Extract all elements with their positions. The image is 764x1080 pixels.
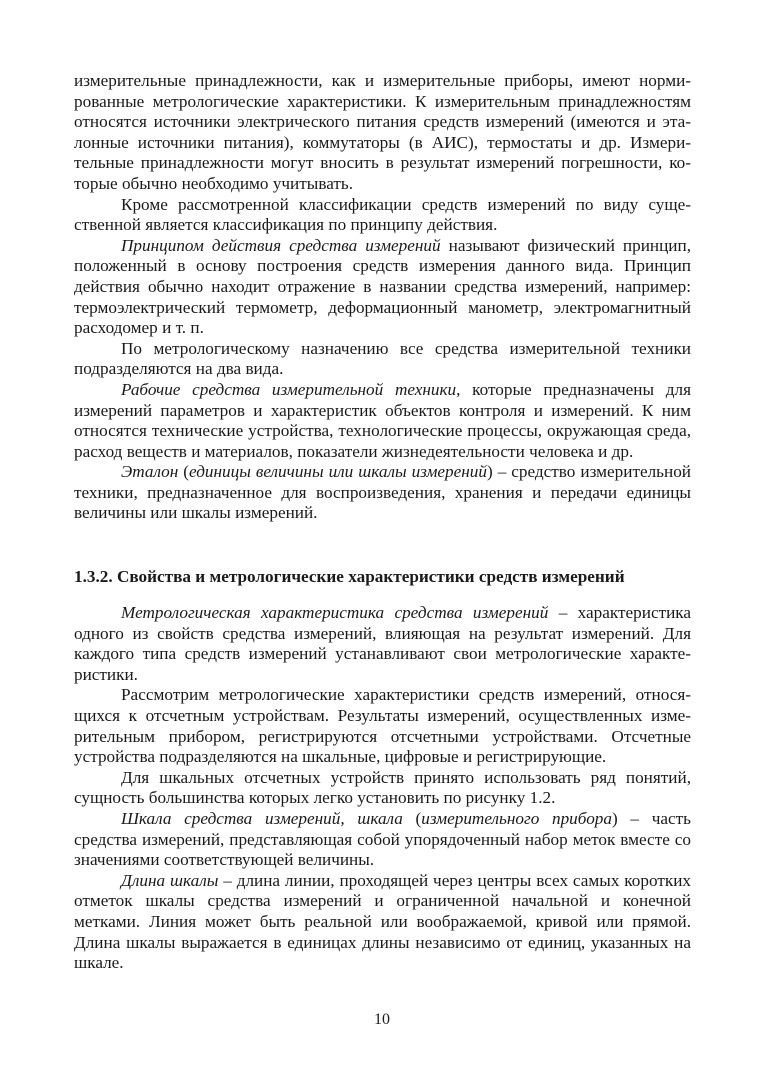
term-standard-qualifier: единицы величины или шкалы измерений (189, 462, 487, 482)
paragraph-metrological-purpose: По метрологическому назначению все средства измерительной техники подразделяются на два вида. (74, 338, 691, 379)
paragraph-measuring-accessories: измерительные принадлежности, как и измерительные приборы, имеют нормированные метрологические характеристики. К измерительным принадлежностям относятся источники электрического питания средств измерений (имеются и эталонные источники питания), коммутаторы (в АИС), термостаты и др. Измерительные принадлежности могут вносить в результат измерений погрешности, которые обычно необходимо учитывать. (74, 71, 691, 193)
section-heading: 1.3.2. Свойства и метрологические характеристики средств измерений (74, 567, 625, 586)
paragraph-scale-definition: Шкала средства измерений, шкала (измерительного прибора) – часть средства измерений, представляющая собой упорядоченный набор меток вместе со значениями соответствующей величины. (74, 808, 691, 870)
term-scale: Шкала средства измерений, шкала (121, 808, 403, 828)
term-metrological-characteristic: Метрологическая характеристика средства измерений (121, 603, 549, 622)
page-number: 10 (374, 1011, 390, 1028)
body-text-after-heading (74, 603, 691, 974)
paragraph-working-instruments: Рабочие средства измерительной техники, которые предназначены для измерений параметров и характеристик объектов контроля и измерений. К ним относятся технические устройства, технологические процессы, окружающая среда, расход веществ и материалов, показатели жизнедеятельности человека и др. (74, 379, 691, 461)
term-measuring-instrument: измерительного прибора (421, 808, 612, 828)
paragraph-reading-devices: Рассмотрим метрологические характеристики средств измерений, относящихся к отсчетным устройствам. Результаты измерений, осуществленных измерительным прибором, регистрируются отсчетными устройствами. Отсчетные устройства подразделяются на шкальные, цифровые и регистрирующие. (74, 685, 691, 767)
body-text-before-heading (74, 71, 691, 524)
term-operating-principle: Принципом действия средства измерений (121, 235, 441, 255)
paragraph-classification-principle: Кроме рассмотренной классификации средств измерений по виду существенной является классификация по принципу действия. (74, 194, 691, 235)
term-scale-length: Длина шкалы (121, 870, 219, 890)
paragraph-scale-devices: Для шкальных отсчетных устройств принято использовать ряд понятий, сущность большинства которых легко установить по рисунку 1.2. (74, 767, 691, 808)
paragraph-standard: Эталон (единицы величины или шкалы измерений) – средство измерительной техники, предназначенное для воспроизведения, хранения и передачи единицы величины или шкалы измерений. (74, 462, 691, 523)
paragraph-operating-principle: Принципом действия средства измерений называют физический принцип, положенный в основу построения средств измерения данного вида. Принцип действия обычно находит отражение в названии средства измерений, например: термоэлектрический термометр, деформационный манометр, электромагнитный расходомер и т. п. (74, 235, 691, 338)
paragraph-scale-length: Длина шкалы – длина линии, проходящей через центры всех самых коротких отметок шкалы средства измерений и ограниченной начальной и конечной метками. Линия может быть реальной или воображаемой, кривой или прямой. Длина шкалы выражается в единицах длины независимо от единиц, указанных на шкале. (74, 870, 691, 973)
paragraph-metrological-characteristic: Метрологическая характеристика средства измерений – характеристика одного из свойств средства измерений, влияющая на результат измерений. Для каждого типа средств измерений устанавливают свои метрологические характеристики. (74, 603, 691, 684)
term-working-instruments: Рабочие средства измерительной техники (121, 379, 457, 399)
term-standard: Эталон (121, 462, 179, 482)
